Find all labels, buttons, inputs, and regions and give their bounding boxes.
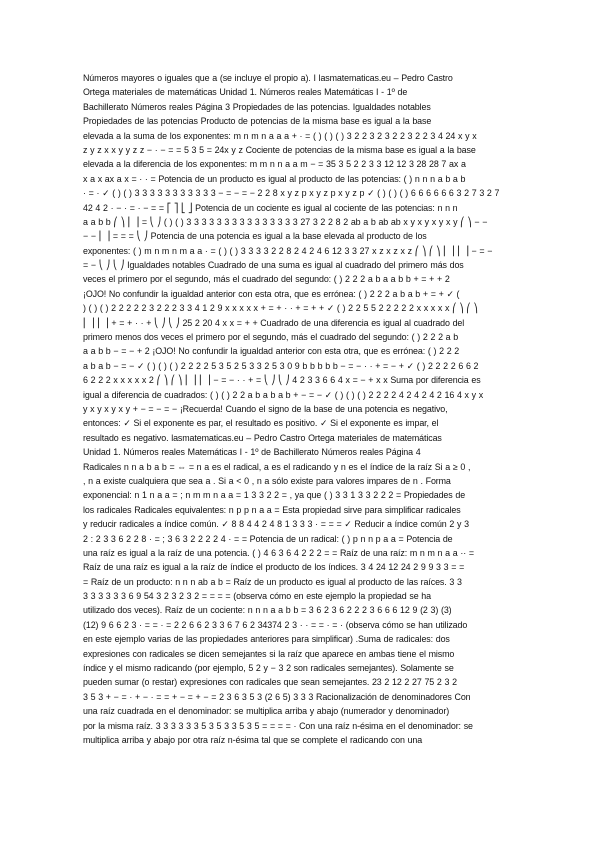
text-line: Propiedades de las potencias Producto de potencias de la misma base es igual a la base bbox=[83, 116, 432, 127]
text-line: exponencial: n 1 n a a = ; n m m n a a = 1 3 3 2 2 = , ya que ( ) 3 3 1 3 3 2 2 2 = Propiedades de bbox=[83, 490, 466, 501]
text-line: Ortega materiales de matemáticas Unidad 1. Números reales Matemáticas I - 1º de bbox=[83, 87, 408, 98]
text-line: y x y x y x y + − = − = − ¡Recuerda! Cuando el signo de la base de una potencia es negativo, bbox=[83, 403, 448, 414]
text-line: por la misma raíz. 3 3 3 3 3 3 5 3 5 3 3 5 3 5 = = = = · Con una raíz n-ésima en el denominador: se bbox=[83, 720, 473, 731]
text-line: ⎜ ⎟ ⎜ ⎟ + = + · · + ⎝ ⎠ ⎝ ⎠ 25 2 20 4 x x = + + Cuadrado de una diferencia es igual al cuadrado del bbox=[83, 317, 465, 328]
text-line: veces el primero por el segundo, más el cuadrado del segundo: ( ) 2 2 2 a b a a b b + = + + 2 bbox=[83, 274, 450, 285]
text-line: 42 4 2 · − · = · − = = ⎡ ⎤ ⎣ ⎦ Potencia de un cociente es igual al cociente de las potencias: n n n bbox=[83, 202, 458, 213]
text-line: a a b b ⎛ ⎞ ⎜ ⎟ = ⎝ ⎠ ( ) ( ) 3 3 3 3 3 3 3 3 3 3 3 3 3 3 3 27 3 2 2 8 2 ab a b ab ab x y x y x y x y ⎛ ⎞ − − bbox=[83, 216, 488, 227]
text-line: z y z x x y y z z − · − = = 5 3 5 = 24x y z Cociente de potencias de la misma base es igual a la base bbox=[83, 144, 476, 155]
text-line: a b a b − = − ✓ ( ) ( ) ( ) 2 2 2 2 5 3 5 2 5 3 3 2 5 3 0 9 b b b b b − = − · · + = − + ✓ ( ) 2 2 2 2 6 6 2 bbox=[83, 360, 479, 371]
text-line: Radicales n n a b a b = ⇔ = n a es el radical, a es el radicando y n es el índice de la raíz Si a ≥ 0 , bbox=[83, 461, 471, 472]
text-line: 3 5 3 + − = · + − · = = + − = + − = 2 3 6 3 5 3 (2 6 5) 3 3 3 Racionalización de denominadores Con bbox=[83, 691, 471, 702]
text-line: 6 2 2 2 x x x x x 2 ⎛ ⎞ ⎛ ⎞ ⎜ ⎟ ⎜ ⎟ − = − · · + = ⎝ ⎠ ⎝ ⎠ 4 2 3 3 6 6 4 x = − + x x Suma por diferencia es bbox=[83, 375, 481, 386]
text-line: Unidad 1. Números reales Matemáticas I - 1º de Bachillerato Números reales Página 4 bbox=[83, 447, 421, 458]
text-line: ) ( ) ( ) 2 2 2 2 2 3 2 2 2 3 3 4 1 2 9 x x x x x + = + · · + = + + ✓ ( ) 2 2 5 5 2 2 2 2 2 x x x x x ⎛ ⎞ ⎛ ⎞ bbox=[83, 303, 478, 314]
text-line: utilizado dos veces). Raíz de un cociente: n n n a a b b = 3 6 2 3 6 2 2 2 3 6 6 6 12 9 (2 3) (3) bbox=[83, 605, 452, 616]
text-line: expresiones con radicales se dicen semejantes si la raíz que aparece en ambas tiene el mismo bbox=[83, 648, 455, 659]
text-line: 3 3 3 3 3 3 6 9 54 3 2 3 2 3 2 = = = = (observa cómo en este ejemplo la propiedad se ha bbox=[83, 591, 431, 602]
text-line: en este ejemplo varias de las propiedades anteriores para simplificar) .Suma de radicales: dos bbox=[83, 634, 450, 645]
text-line: igual a diferencia de cuadrados: ( ) ( ) 2 2 a b a b a b + − = − ✓ ( ) ( ) ( ) 2 2 2 2 4 2 4 2 4 2 16 4 x y x bbox=[83, 389, 484, 400]
text-line: x a x ax a x = · · = Potencia de un producto es igual al producto de las potencias: ( ) n n n a b a b bbox=[83, 173, 466, 184]
text-line: ¡OJO! No confundir la igualdad anterior con esta otra, que es errónea: ( ) 2 2 2 a b a b + = + ✓ ( bbox=[83, 288, 460, 299]
text-line: , n a existe cualquiera que sea a . Si a < 0 , n a sólo existe para valores impares de n . Forma bbox=[83, 475, 451, 486]
text-line: Números mayores o iguales que a (se incluye el propio a). I lasmatematicas.eu – Pedro Castro bbox=[83, 73, 453, 83]
text-line: exponentes: ( ) m n m n m a a · = ( ) ( ) 3 3 3 3 2 2 8 2 4 2 4 6 12 3 3 27 x z x z x z ⎛ ⎞ ⎛ ⎞ ⎜ ⎟ ⎜ ⎟ − = − bbox=[83, 245, 493, 256]
text-line: = Raíz de un producto: n n n ab a b = Raíz de un producto es igual al producto de las raíces. 3 3 bbox=[83, 576, 462, 587]
text-line: = − ⎝ ⎠ ⎝ ⎠ Igualdades notables Cuadrado de una suma es igual al cuadrado del primero más dos bbox=[83, 260, 464, 271]
text-line: multiplica arriba y abajo por otra raíz n-ésima tal que se complete el radicando con una bbox=[83, 734, 423, 745]
text-line: resultado es negativo. lasmatematicas.eu – Pedro Castro Ortega materiales de matemáticas bbox=[83, 432, 442, 443]
text-line: a a b b − = − + 2 ¡OJO! No confundir la igualdad anterior con esta otra, que es errónea: ( ) 2 2 2 bbox=[83, 346, 460, 357]
text-line: (12) 9 6 6 2 3 · = = · = 2 2 6 6 2 3 3 6 7 6 2 34374 2 3 · · = = · = · (observa cómo se han utilizado bbox=[83, 619, 468, 630]
text-line: primero menos dos veces el primero por el segundo, más el cuadrado del segundo: ( ) 2 2 2 a b bbox=[83, 332, 459, 343]
text-line: 2 : 2 3 3 6 2 2 8 · = ; 3 6 3 2 2 2 2 4 · = = Potencia de un radical: ( ) p n n p a a = Potencia de bbox=[83, 533, 453, 544]
text-line: · = · ✓ ( ) ( ) 3 3 3 3 3 3 3 3 3 3 3 − = − = − 2 2 8 x y z p x y z p x y z p ✓ ( ) ( ) ( ) 6 6 6 6 6 6 3 2 7 3 2 7 bbox=[83, 188, 500, 199]
document-body-text bbox=[83, 71, 521, 747]
text-line: índice y el mismo radicando (por ejemplo, 5 2 y − 3 2 son radicales semejantes). Solamente se bbox=[83, 663, 454, 674]
text-line: − − ⎜ ⎟ = = = ⎝ ⎠ Potencia de una potencia es igual a la base elevada al producto de los bbox=[83, 231, 427, 242]
text-line: una raíz es igual a la raíz de una potencia. ( ) 4 6 3 6 4 2 2 2 = = Raíz de una raíz: m n m n a a ·· = bbox=[83, 547, 474, 558]
text-line: entonces: ✓ Si el exponente es par, el resultado es positivo. ✓ Si el exponente es impar, el bbox=[83, 418, 439, 429]
text-line: Raíz de una raíz es igual a la raíz de índice el producto de los índices. 3 4 24 12 24 2 9 9 3 3 = = bbox=[83, 562, 465, 573]
text-line: los radicales Radicales equivalentes: n p p n a a = Esta propiedad sirve para simplificar radicales bbox=[83, 504, 461, 515]
text-line: pueden sumar (o restar) expresiones con radicales que sean semejantes. 23 2 12 2 27 75 2 3 2 bbox=[83, 677, 457, 688]
text-line: una raíz cuadrada en el denominador: se multiplica arriba y abajo (numerador y denominador) bbox=[83, 706, 450, 717]
text-line: elevada a la suma de los exponentes: m n m n a a a + · = ( ) ( ) ( ) 3 2 2 3 2 3 2 2 3 2 2 3 4 24 x y x bbox=[83, 130, 477, 141]
text-line: y reducir radicales a índice común. ✓ 8 8 4 4 2 4 8 1 3 3 3 · = = = ✓ Reducir a índice común 2 y 3 bbox=[83, 519, 469, 530]
text-line: elevada a la diferencia de los exponentes: m m n n a a m − = 35 3 5 2 2 3 3 12 12 3 28 28 7 ax a bbox=[83, 159, 466, 170]
text-line: Bachillerato Números reales Página 3 Propiedades de las potencias. Igualdades notables bbox=[83, 101, 431, 112]
